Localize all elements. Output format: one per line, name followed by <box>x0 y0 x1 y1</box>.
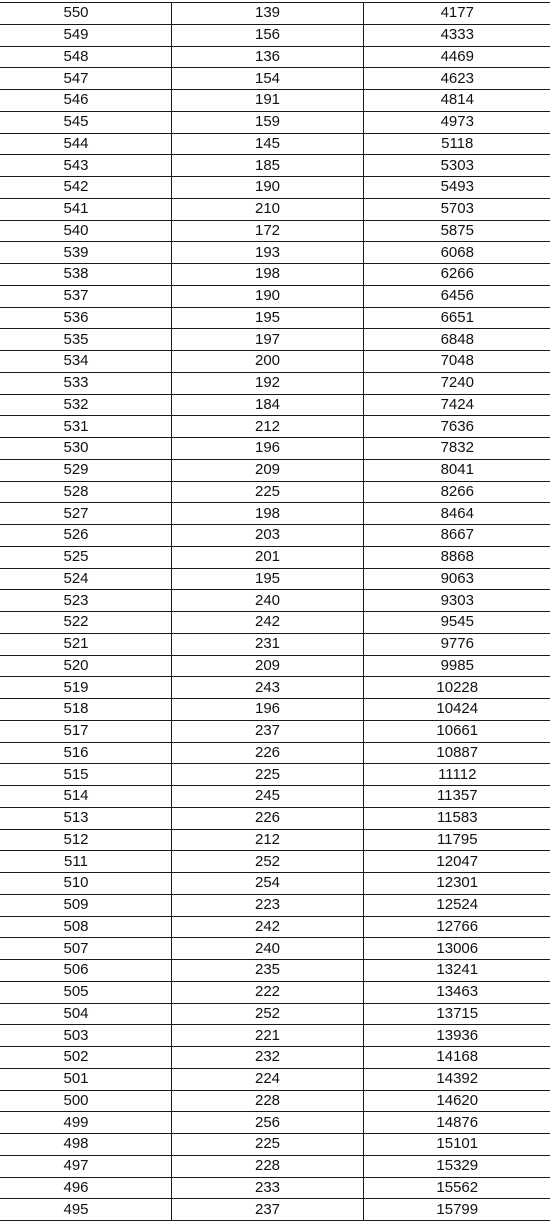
cumulative-cell: 13006 <box>364 938 550 960</box>
count-cell: 195 <box>172 307 364 329</box>
table-row <box>0 960 550 982</box>
table-row <box>0 307 550 329</box>
score-cell: 516 <box>0 742 172 764</box>
score-cell: 511 <box>0 851 172 873</box>
table-row <box>0 1155 550 1177</box>
count-cell: 210 <box>172 198 364 220</box>
count-cell: 172 <box>172 220 364 242</box>
score-cell: 546 <box>0 90 172 112</box>
table-row <box>0 46 550 68</box>
count-cell: 237 <box>172 720 364 742</box>
count-cell: 145 <box>172 133 364 155</box>
count-cell: 185 <box>172 155 364 177</box>
cumulative-cell: 11583 <box>364 807 550 829</box>
score-cell: 535 <box>0 329 172 351</box>
score-cell: 519 <box>0 677 172 699</box>
cumulative-cell: 5118 <box>364 133 550 155</box>
score-cell: 508 <box>0 916 172 938</box>
table-row <box>0 720 550 742</box>
score-cell: 537 <box>0 285 172 307</box>
score-cell: 522 <box>0 612 172 634</box>
count-cell: 201 <box>172 546 364 568</box>
table-row <box>0 198 550 220</box>
score-cell: 547 <box>0 68 172 90</box>
table-row <box>0 764 550 786</box>
count-cell: 191 <box>172 90 364 112</box>
cumulative-cell: 13936 <box>364 1025 550 1047</box>
score-cell: 525 <box>0 546 172 568</box>
cumulative-cell: 7240 <box>364 372 550 394</box>
table-row <box>0 655 550 677</box>
table-row <box>0 981 550 1003</box>
count-cell: 209 <box>172 459 364 481</box>
cumulative-cell: 4973 <box>364 111 550 133</box>
table-row <box>0 677 550 699</box>
count-cell: 196 <box>172 438 364 460</box>
count-cell: 159 <box>172 111 364 133</box>
cumulative-cell: 8041 <box>364 459 550 481</box>
cumulative-cell: 7636 <box>364 416 550 438</box>
cumulative-cell: 14168 <box>364 1047 550 1069</box>
count-cell: 252 <box>172 851 364 873</box>
table-row <box>0 829 550 851</box>
count-cell: 192 <box>172 372 364 394</box>
score-cell: 539 <box>0 242 172 264</box>
count-cell: 254 <box>172 873 364 895</box>
score-cell: 504 <box>0 1003 172 1025</box>
table-row <box>0 242 550 264</box>
score-cell: 549 <box>0 24 172 46</box>
table-row <box>0 807 550 829</box>
cumulative-cell: 14620 <box>364 1090 550 1112</box>
count-cell: 221 <box>172 1025 364 1047</box>
count-cell: 225 <box>172 481 364 503</box>
score-cell: 548 <box>0 46 172 68</box>
table-row <box>0 1025 550 1047</box>
table-row <box>0 111 550 133</box>
count-cell: 203 <box>172 525 364 547</box>
count-cell: 223 <box>172 894 364 916</box>
count-cell: 225 <box>172 1134 364 1156</box>
score-cell: 543 <box>0 155 172 177</box>
cumulative-cell: 4469 <box>364 46 550 68</box>
table-row <box>0 24 550 46</box>
table-row <box>0 416 550 438</box>
cumulative-cell: 8464 <box>364 503 550 525</box>
score-cell: 531 <box>0 416 172 438</box>
cumulative-cell: 10424 <box>364 699 550 721</box>
count-cell: 242 <box>172 916 364 938</box>
table-row <box>0 351 550 373</box>
table-row <box>0 438 550 460</box>
table-row <box>0 1177 550 1199</box>
score-cell: 513 <box>0 807 172 829</box>
cumulative-cell: 6266 <box>364 264 550 286</box>
score-cell: 517 <box>0 720 172 742</box>
cumulative-cell: 15799 <box>364 1199 550 1221</box>
cumulative-cell: 4177 <box>364 3 550 25</box>
count-cell: 154 <box>172 68 364 90</box>
count-cell: 235 <box>172 960 364 982</box>
table-row <box>0 3 550 25</box>
table-row <box>0 220 550 242</box>
table-row <box>0 1134 550 1156</box>
cumulative-cell: 9985 <box>364 655 550 677</box>
table-row <box>0 177 550 199</box>
cumulative-cell: 6848 <box>364 329 550 351</box>
table-row <box>0 155 550 177</box>
count-cell: 240 <box>172 590 364 612</box>
cumulative-cell: 9303 <box>364 590 550 612</box>
cumulative-cell: 5875 <box>364 220 550 242</box>
cumulative-cell: 13463 <box>364 981 550 1003</box>
score-table-body <box>0 3 550 1221</box>
count-cell: 237 <box>172 1199 364 1221</box>
count-cell: 226 <box>172 742 364 764</box>
count-cell: 195 <box>172 568 364 590</box>
cumulative-cell: 9545 <box>364 612 550 634</box>
table-row <box>0 786 550 808</box>
count-cell: 240 <box>172 938 364 960</box>
table-row <box>0 372 550 394</box>
score-cell: 529 <box>0 459 172 481</box>
cumulative-cell: 8266 <box>364 481 550 503</box>
cumulative-cell: 5303 <box>364 155 550 177</box>
score-cell: 512 <box>0 829 172 851</box>
table-row <box>0 633 550 655</box>
count-cell: 156 <box>172 24 364 46</box>
cumulative-cell: 15101 <box>364 1134 550 1156</box>
count-cell: 139 <box>172 3 364 25</box>
score-cell: 501 <box>0 1068 172 1090</box>
cumulative-cell: 12047 <box>364 851 550 873</box>
score-cell: 524 <box>0 568 172 590</box>
cumulative-cell: 4333 <box>364 24 550 46</box>
table-row <box>0 394 550 416</box>
table-row <box>0 68 550 90</box>
table-row <box>0 1047 550 1069</box>
count-cell: 209 <box>172 655 364 677</box>
table-row <box>0 285 550 307</box>
cumulative-cell: 4623 <box>364 68 550 90</box>
count-cell: 222 <box>172 981 364 1003</box>
score-cell: 518 <box>0 699 172 721</box>
count-cell: 228 <box>172 1155 364 1177</box>
score-cell: 523 <box>0 590 172 612</box>
cumulative-cell: 10228 <box>364 677 550 699</box>
cumulative-cell: 8667 <box>364 525 550 547</box>
count-cell: 136 <box>172 46 364 68</box>
cumulative-cell: 12524 <box>364 894 550 916</box>
score-cell: 505 <box>0 981 172 1003</box>
table-row <box>0 459 550 481</box>
count-cell: 226 <box>172 807 364 829</box>
cumulative-cell: 14876 <box>364 1112 550 1134</box>
count-cell: 184 <box>172 394 364 416</box>
score-cell: 542 <box>0 177 172 199</box>
score-cell: 509 <box>0 894 172 916</box>
score-cell: 532 <box>0 394 172 416</box>
score-cell: 544 <box>0 133 172 155</box>
count-cell: 190 <box>172 177 364 199</box>
table-row <box>0 1003 550 1025</box>
count-cell: 228 <box>172 1090 364 1112</box>
table-row <box>0 90 550 112</box>
cumulative-cell: 9776 <box>364 633 550 655</box>
score-cell: 530 <box>0 438 172 460</box>
cumulative-cell: 6456 <box>364 285 550 307</box>
score-cell: 496 <box>0 1177 172 1199</box>
cumulative-cell: 7832 <box>364 438 550 460</box>
score-cell: 545 <box>0 111 172 133</box>
cumulative-cell: 10661 <box>364 720 550 742</box>
score-cell: 521 <box>0 633 172 655</box>
table-row <box>0 133 550 155</box>
score-cell: 502 <box>0 1047 172 1069</box>
cumulative-cell: 7048 <box>364 351 550 373</box>
score-cell: 536 <box>0 307 172 329</box>
score-cell: 510 <box>0 873 172 895</box>
cumulative-cell: 13715 <box>364 1003 550 1025</box>
score-cell: 495 <box>0 1199 172 1221</box>
count-cell: 190 <box>172 285 364 307</box>
table-row <box>0 612 550 634</box>
cumulative-cell: 15562 <box>364 1177 550 1199</box>
count-cell: 245 <box>172 786 364 808</box>
score-cell: 503 <box>0 1025 172 1047</box>
score-table <box>0 2 550 1221</box>
cumulative-cell: 6651 <box>364 307 550 329</box>
cumulative-cell: 11112 <box>364 764 550 786</box>
table-row <box>0 742 550 764</box>
score-cell: 540 <box>0 220 172 242</box>
count-cell: 193 <box>172 242 364 264</box>
score-cell: 550 <box>0 3 172 25</box>
count-cell: 256 <box>172 1112 364 1134</box>
cumulative-cell: 11795 <box>364 829 550 851</box>
table-row <box>0 481 550 503</box>
table-row <box>0 873 550 895</box>
count-cell: 212 <box>172 416 364 438</box>
score-cell: 498 <box>0 1134 172 1156</box>
cumulative-cell: 12766 <box>364 916 550 938</box>
score-cell: 497 <box>0 1155 172 1177</box>
cumulative-cell: 15329 <box>364 1155 550 1177</box>
table-row <box>0 503 550 525</box>
table-row <box>0 1199 550 1221</box>
score-cell: 514 <box>0 786 172 808</box>
cumulative-cell: 6068 <box>364 242 550 264</box>
score-cell: 515 <box>0 764 172 786</box>
score-cell: 506 <box>0 960 172 982</box>
count-cell: 224 <box>172 1068 364 1090</box>
count-cell: 196 <box>172 699 364 721</box>
table-row <box>0 894 550 916</box>
score-cell: 520 <box>0 655 172 677</box>
count-cell: 200 <box>172 351 364 373</box>
table-row <box>0 851 550 873</box>
table-row <box>0 590 550 612</box>
score-cell: 507 <box>0 938 172 960</box>
count-cell: 198 <box>172 264 364 286</box>
cumulative-cell: 5493 <box>364 177 550 199</box>
count-cell: 197 <box>172 329 364 351</box>
cumulative-cell: 4814 <box>364 90 550 112</box>
cumulative-cell: 13241 <box>364 960 550 982</box>
count-cell: 232 <box>172 1047 364 1069</box>
cumulative-cell: 8868 <box>364 546 550 568</box>
table-row <box>0 329 550 351</box>
count-cell: 252 <box>172 1003 364 1025</box>
table-row <box>0 525 550 547</box>
count-cell: 242 <box>172 612 364 634</box>
cumulative-cell: 12301 <box>364 873 550 895</box>
score-cell: 538 <box>0 264 172 286</box>
score-cell: 541 <box>0 198 172 220</box>
table-row <box>0 699 550 721</box>
score-cell: 526 <box>0 525 172 547</box>
cumulative-cell: 11357 <box>364 786 550 808</box>
table-row <box>0 264 550 286</box>
table-row <box>0 938 550 960</box>
score-cell: 533 <box>0 372 172 394</box>
table-row <box>0 546 550 568</box>
cumulative-cell: 7424 <box>364 394 550 416</box>
count-cell: 231 <box>172 633 364 655</box>
cumulative-cell: 5703 <box>364 198 550 220</box>
count-cell: 198 <box>172 503 364 525</box>
table-row <box>0 1090 550 1112</box>
score-cell: 534 <box>0 351 172 373</box>
score-cell: 527 <box>0 503 172 525</box>
table-row <box>0 916 550 938</box>
score-cell: 528 <box>0 481 172 503</box>
table-row <box>0 1112 550 1134</box>
count-cell: 225 <box>172 764 364 786</box>
cumulative-cell: 9063 <box>364 568 550 590</box>
count-cell: 212 <box>172 829 364 851</box>
cumulative-cell: 10887 <box>364 742 550 764</box>
count-cell: 233 <box>172 1177 364 1199</box>
count-cell: 243 <box>172 677 364 699</box>
table-row <box>0 1068 550 1090</box>
score-cell: 499 <box>0 1112 172 1134</box>
score-cell: 500 <box>0 1090 172 1112</box>
cumulative-cell: 14392 <box>364 1068 550 1090</box>
table-row <box>0 568 550 590</box>
